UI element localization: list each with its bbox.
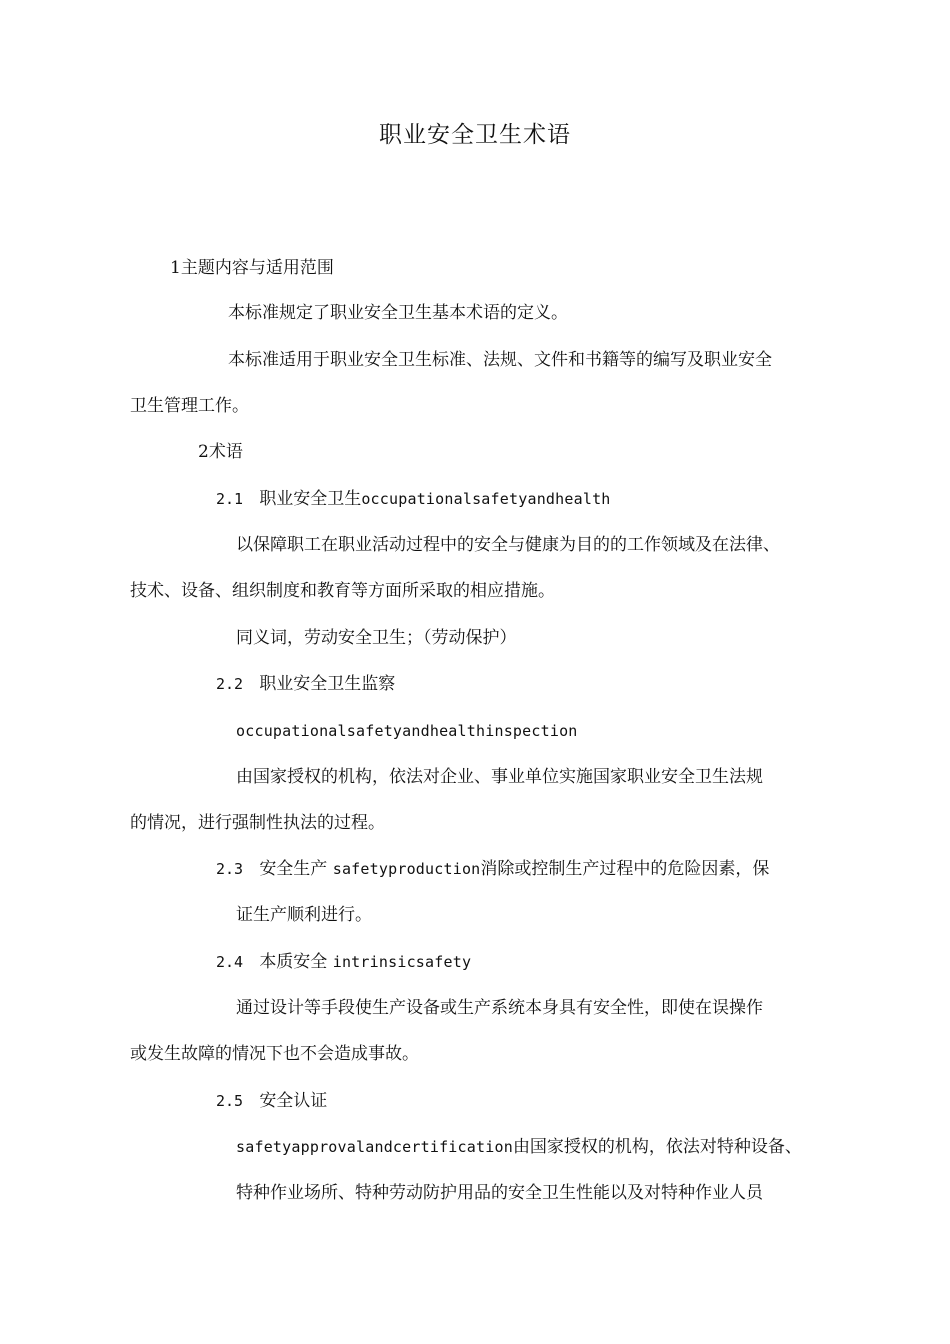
term-number: 2.4 [216,953,244,971]
term-chinese: 职业安全卫生监察 [259,674,396,694]
term-2-1-definition-line-1: 以保障职工在职业活动过程中的安全与健康为目的的工作领域及在法律、 [236,535,780,555]
term-2-3-definition-line-2: 证生产顺利进行。 [236,905,372,925]
term-2-3-heading [216,858,769,880]
term-definition-inline: 消除或控制生产过程中的危险因素，保 [480,859,770,879]
term-2-4-definition-line-1: 通过设计等手段使生产设备或生产系统本身具有安全性，即使在误操作 [236,998,763,1018]
term-english: safetyproduction [332,860,481,878]
term-2-2-english: occupationalsafetyandhealthinspection [236,722,578,740]
term-english: safetyapprovalandcertification [236,1138,513,1156]
section-1-paragraph-2-line-2: 卫生管理工作。 [130,396,249,416]
section-1-heading: 1主题内容与适用范围 [170,258,334,278]
term-2-4-heading [216,951,471,973]
term-number: 2.1 [216,490,244,508]
term-2-2-definition-line-1: 由国家授权的机构，依法对企业、事业单位实施国家职业安全卫生法规 [236,767,763,787]
term-2-1-synonym: 同义词，劳动安全卫生；（劳动保护） [236,628,517,648]
term-2-5-definition-line-1 [236,1136,802,1158]
term-2-2-heading [216,673,395,695]
section-1-paragraph-2-line-1: 本标准适用于职业安全卫生标准、法规、文件和书籍等的编写及职业安全 [228,350,772,370]
section-1-paragraph-1: 本标准规定了职业安全卫生基本术语的定义。 [228,303,568,323]
term-number: 2.2 [216,675,244,693]
term-chinese: 职业安全卫生 [259,489,362,509]
term-2-2-definition-line-2: 的情况，进行强制性执法的过程。 [130,813,385,833]
term-2-1-heading [216,488,611,510]
term-number: 2.5 [216,1092,244,1110]
term-english: occupationalsafetyandhealth [361,490,611,508]
term-chinese: 安全认证 [259,1091,328,1111]
term-english: intrinsicsafety [332,953,472,971]
term-number: 2.3 [216,860,244,878]
term-2-5-heading [216,1090,327,1112]
term-2-5-definition-line-2: 特种作业场所、特种劳动防护用品的安全卫生性能以及对特种作业人员 [236,1183,763,1203]
term-2-4-definition-line-2: 或发生故障的情况下也不会造成事故。 [130,1044,419,1064]
section-2-heading: 2术语 [198,442,243,462]
term-chinese: 安全生产 [259,859,328,879]
document-title: 职业安全卫生术语 [379,122,571,148]
term-definition-inline: 由国家授权的机构，依法对特种设备、 [512,1137,802,1157]
term-2-1-definition-line-2: 技术、设备、组织制度和教育等方面所采取的相应措施。 [130,581,555,601]
term-chinese: 本质安全 [259,952,328,972]
